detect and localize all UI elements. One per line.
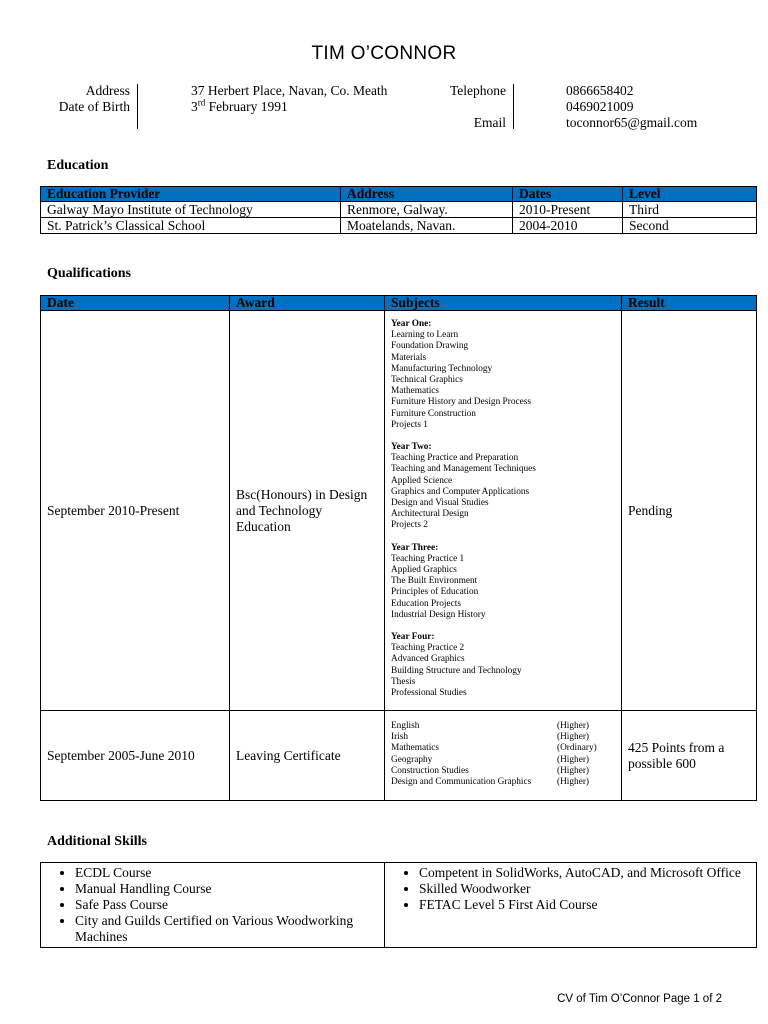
award-cell: Bsc(Honours) in Design and Technology Education [230, 311, 385, 711]
skills-list [389, 865, 752, 913]
list-item: English (Higher) [391, 721, 590, 731]
skills-right-cell [385, 863, 757, 948]
subjects-cell [385, 311, 622, 711]
year-title: Year Two: [391, 442, 432, 453]
table-header-row [41, 296, 757, 311]
table-row [41, 202, 757, 218]
year-title: Year Four: [391, 632, 435, 643]
telephone-2: 0469021009 [566, 99, 634, 114]
skills-left-cell [41, 863, 385, 948]
column-header: Subjects [385, 296, 622, 311]
result-cell: Pending [622, 311, 757, 711]
subjects-cell [385, 711, 622, 801]
column-header: Education Provider [41, 187, 341, 202]
dob-label: Date of Birth [58, 99, 130, 114]
divider [137, 84, 138, 129]
list-item: Geography (Higher) [391, 754, 590, 765]
subject-item: Professional Studies [391, 688, 467, 699]
subject-item: Teaching Practice 1 [391, 553, 465, 564]
dob-value: 3rd February 1991 [191, 97, 288, 114]
list-item: • Manual Handling Course [75, 881, 380, 897]
skills-table [40, 862, 757, 948]
list-item: Irish (Higher) [391, 732, 590, 743]
skills-heading: Additional Skills [47, 834, 147, 849]
subject-item: Teaching Practice 2 [391, 643, 465, 654]
address-cell: Renmore, Galway. [341, 202, 513, 218]
page-footer: CV of Tim O’Connor Page 1 of 2 [557, 993, 722, 1005]
dates-cell: 2010-Present [513, 202, 623, 218]
subject-item: Applied Graphics [391, 565, 457, 576]
qualifications-heading: Qualifications [47, 266, 132, 281]
column-header: Result [622, 296, 757, 311]
education-heading: Education [47, 158, 109, 173]
table-row [41, 711, 757, 801]
subject-item: Projects 1 [391, 419, 428, 430]
skills-list [45, 865, 380, 945]
year-title: Year Three: [391, 542, 439, 553]
address-cell: Moatelands, Navan. [341, 218, 513, 234]
list-item: • Skilled Woodworker [419, 881, 752, 897]
telephone-label: Telephone [449, 83, 506, 98]
dates-cell: 2004-2010 [513, 218, 623, 234]
subject-item: Architectural Design [391, 509, 469, 520]
table-row [41, 311, 757, 711]
subject-item: Materials [391, 352, 427, 363]
column-header: Address [341, 187, 513, 202]
level-cell: Second [623, 218, 757, 234]
subject-item: Building Structure and Technology [391, 665, 522, 676]
subject-item: Mathematics [391, 386, 440, 397]
subject-item: Technical Graphics [391, 375, 463, 386]
address-value: 37 Herbert Place, Navan, Co. Meath [191, 83, 388, 98]
subject-item: Applied Science [391, 475, 453, 486]
column-header: Date [41, 296, 230, 311]
column-header: Level [623, 187, 757, 202]
list-item: Construction Studies (Higher) [391, 765, 590, 776]
subject-item: Foundation Drawing [391, 341, 469, 352]
list-item: • City and Guilds Certified on Various Woodworking Machines [75, 913, 380, 945]
subject-item: Graphics and Computer Applications [391, 486, 530, 497]
result-cell: 425 Points from a possible 600 [622, 711, 757, 801]
subject-item: Projects 2 [391, 520, 428, 531]
list-item: • Safe Pass Course [75, 897, 380, 913]
email-value: toconnor65@gmail.com [566, 115, 698, 130]
table-row [41, 218, 757, 234]
provider-cell: St. Patrick’s Classical School [41, 218, 341, 234]
telephone-1: 0866658402 [566, 83, 634, 98]
list-item: • FETAC Level 5 First Aid Course [419, 897, 752, 913]
subject-item: Thesis [391, 676, 416, 687]
level-cell: Third [623, 202, 757, 218]
address-label: Address [85, 83, 130, 98]
subject-item: Teaching and Management Techniques [391, 464, 536, 475]
subject-item: Industrial Design History [391, 609, 486, 620]
email-label: Email [473, 115, 506, 130]
provider-cell: Galway Mayo Institute of Technology [41, 202, 341, 218]
list-item: Mathematics (Ordinary) [391, 743, 597, 754]
subject-item: The Built Environment [391, 576, 478, 587]
subject-item: Furniture History and Design Process [391, 397, 531, 408]
list-item: • Competent in SolidWorks, AutoCAD, and Microsoft Office [419, 865, 752, 881]
subject-item: Learning to Learn [391, 330, 459, 341]
column-header: Award [230, 296, 385, 311]
subject-item: Principles of Education [391, 587, 479, 598]
qualifications-table [40, 295, 757, 801]
column-header: Dates [513, 187, 623, 202]
subject-item: Design and Visual Studies [391, 498, 489, 509]
date-cell: September 2010-Present [41, 311, 230, 711]
subject-item: Education Projects [391, 598, 461, 609]
subject-item: Teaching Practice and Preparation [391, 453, 519, 464]
list-item: Design and Communication Graphics (Higher) [391, 777, 590, 788]
divider [513, 84, 514, 129]
subject-item: Furniture Construction [391, 408, 476, 419]
award-cell: Leaving Certificate [230, 711, 385, 801]
page-title: TIM O’CONNOR [311, 43, 457, 64]
subject-item: Advanced Graphics [391, 654, 465, 665]
date-cell: September 2005-June 2010 [41, 711, 230, 801]
education-table [40, 186, 757, 234]
year-title: Year One: [391, 319, 432, 329]
list-item: • ECDL Course [75, 865, 380, 881]
table-header-row [41, 187, 757, 202]
subject-item: Manufacturing Technology [391, 363, 493, 374]
table-row [41, 863, 757, 948]
